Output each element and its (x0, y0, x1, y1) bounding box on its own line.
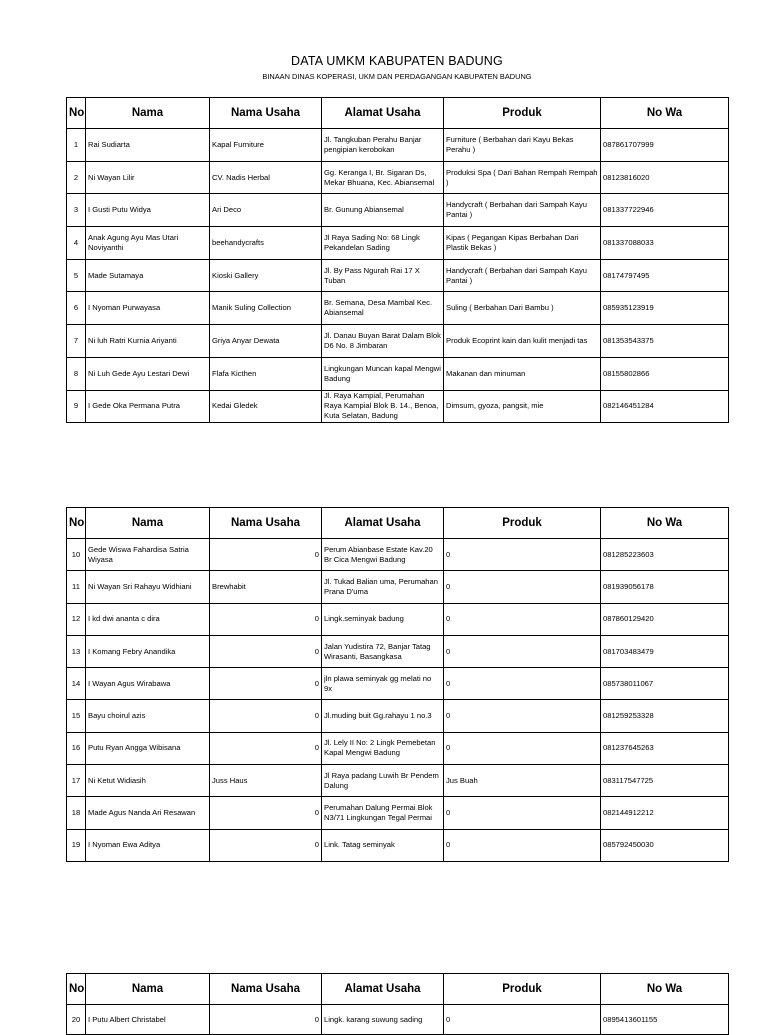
cell-nama-usaha: Kioski Gallery (210, 259, 322, 292)
cell-produk: 0 (444, 732, 601, 764)
cell-nama: Made Sutamaya (86, 259, 210, 292)
table-header-row (67, 98, 729, 129)
cell-nama-usaha-value: 0 (314, 743, 319, 753)
cell-nama-usaha: beehandycrafts (210, 227, 322, 260)
cell-nama-usaha-value: 0 (314, 808, 319, 818)
header-produk: Produk (444, 974, 601, 1005)
cell-alamat-usaha: Gg. Keranga I, Br. Sigaran Ds, Mekar Bhuana, Kec. Abiansemal (322, 161, 444, 194)
header-no: No (67, 974, 86, 1005)
cell-produk: Handycraft ( Berbahan dari Sampah Kayu Pantai ) (444, 259, 601, 292)
cell-nama: I Komang Febry Anandika (86, 635, 210, 667)
header-produk: Produk (444, 508, 601, 539)
cell-no: 13 (67, 635, 86, 667)
cell-alamat-usaha: Jl Raya Sading No: 68 Lingk Pekandelan Sading (322, 227, 444, 260)
cell-produk: 0 (444, 571, 601, 603)
header-nama-usaha: Nama Usaha (210, 974, 322, 1005)
cell-nama: Ni Luh Gede Ayu Lestari Dewi (86, 357, 210, 390)
cell-nama: Bayu choirul azis (86, 700, 210, 732)
table-row (67, 797, 729, 829)
cell-nama-usaha (210, 668, 322, 700)
cell-alamat-usaha: Perumahan Dalung Permai Blok N3/71 Lingkungan Tegal Permai (322, 797, 444, 829)
cell-produk: 0 (444, 700, 601, 732)
document-title: DATA UMKM KABUPATEN BADUNG (291, 54, 503, 68)
cell-nama-usaha-value: 0 (314, 678, 319, 688)
cell-no: 5 (67, 259, 86, 292)
cell-no-wa: 081353543375 (601, 325, 729, 358)
table-row (67, 732, 729, 764)
cell-produk: Suling ( Berbahan Dari Bambu ) (444, 292, 601, 325)
cell-alamat-usaha: jln plawa seminyak gg melati no 9x (322, 668, 444, 700)
header-no-wa: No Wa (601, 974, 729, 1005)
cell-alamat-usaha: Lingkungan Muncan kapal Mengwi Badung (322, 357, 444, 390)
cell-nama: Ni Wayan Sri Rahayu Widhiani (86, 571, 210, 603)
cell-nama-usaha: Kedai Gledek (210, 390, 322, 423)
table-row (67, 829, 729, 861)
cell-nama-usaha (210, 829, 322, 861)
cell-nama: I Nyoman Purwayasa (86, 292, 210, 325)
table-row (67, 390, 729, 423)
cell-nama-usaha: CV. Nadis Herbal (210, 161, 322, 194)
cell-nama: I Putu Albert Christabel (86, 1005, 210, 1035)
cell-nama-usaha-value: 0 (314, 646, 319, 656)
cell-nama-usaha: Brewhabit (210, 571, 322, 603)
table-row (67, 357, 729, 390)
header-nama-usaha: Nama Usaha (210, 98, 322, 129)
cell-nama: Rai Sudiarta (86, 129, 210, 162)
cell-nama: I Gede Oka Permana Putra (86, 390, 210, 423)
cell-nama-usaha (210, 635, 322, 667)
header-alamat-usaha: Alamat Usaha (322, 98, 444, 129)
table-row (67, 129, 729, 162)
cell-nama-usaha: Griya Anyar Dewata (210, 325, 322, 358)
cell-produk: Handycraft ( Berbahan dari Sampah Kayu Pantai ) (444, 194, 601, 227)
cell-no-wa: 087861707999 (601, 129, 729, 162)
cell-nama: I Gusti Putu Widya (86, 194, 210, 227)
cell-nama: Ni Ketut Widiasih (86, 765, 210, 797)
cell-nama-usaha-value: 0 (314, 614, 319, 624)
cell-produk: 0 (444, 797, 601, 829)
cell-no-wa: 087860129420 (601, 603, 729, 635)
cell-no-wa: 085792450030 (601, 829, 729, 861)
table-row (67, 1005, 729, 1035)
cell-produk: 0 (444, 829, 601, 861)
table-row (67, 227, 729, 260)
header-alamat-usaha: Alamat Usaha (322, 974, 444, 1005)
cell-produk: 0 (444, 603, 601, 635)
cell-nama: I Wayan Agus Wirabawa (86, 668, 210, 700)
cell-no: 10 (67, 539, 86, 571)
cell-no: 7 (67, 325, 86, 358)
table-row (67, 161, 729, 194)
header-no-wa: No Wa (601, 508, 729, 539)
cell-no: 12 (67, 603, 86, 635)
cell-nama: Ni Wayan Lilir (86, 161, 210, 194)
cell-alamat-usaha: Br. Semana, Desa Mambal Kec. Abiansemal (322, 292, 444, 325)
cell-produk: Produk Ecoprint kain dan kulit menjadi tas (444, 325, 601, 358)
table-row (67, 700, 729, 732)
table-row (67, 259, 729, 292)
cell-no: 19 (67, 829, 86, 861)
cell-produk: 0 (444, 635, 601, 667)
cell-no: 9 (67, 390, 86, 423)
cell-no-wa: 08174797495 (601, 259, 729, 292)
cell-no: 17 (67, 765, 86, 797)
cell-nama-usaha-value: 0 (314, 840, 319, 850)
cell-no: 14 (67, 668, 86, 700)
umkm-table-3 (66, 973, 729, 1035)
table-row (67, 571, 729, 603)
cell-no-wa: 082144912212 (601, 797, 729, 829)
cell-nama: I Nyoman Ewa Aditya (86, 829, 210, 861)
cell-nama: Gede Wiswa Fahardisa Satria Wiyasa (86, 539, 210, 571)
cell-nama-usaha-value: 0 (314, 711, 319, 721)
cell-alamat-usaha: Jl.muding buit Gg.rahayu 1 no.3 (322, 700, 444, 732)
cell-no: 1 (67, 129, 86, 162)
table-row (67, 668, 729, 700)
cell-no-wa: 083117547725 (601, 765, 729, 797)
cell-alamat-usaha: Jl. Lely II No: 2 Lingk Pemebetan Kapal Mengwi Badung (322, 732, 444, 764)
cell-nama: Putu Ryan Angga Wibisana (86, 732, 210, 764)
cell-nama-usaha: Kapal Furniture (210, 129, 322, 162)
document-subtitle: BINAAN DINAS KOPERASI, UKM DAN PERDAGANGAN KABUPATEN BADUNG (262, 72, 532, 81)
cell-alamat-usaha: Jl. By Pass Ngurah Rai 17 X Tuban (322, 259, 444, 292)
cell-nama-usaha-value: 0 (314, 549, 319, 559)
cell-no-wa: 081703483479 (601, 635, 729, 667)
header-nama-usaha: Nama Usaha (210, 508, 322, 539)
cell-no-wa: 085738011067 (601, 668, 729, 700)
header-no: No (67, 508, 86, 539)
cell-nama-usaha: Manik Suling Collection (210, 292, 322, 325)
cell-no-wa: 082146451284 (601, 390, 729, 423)
header-no-wa: No Wa (601, 98, 729, 129)
table-row (67, 635, 729, 667)
cell-nama-usaha: Ari Deco (210, 194, 322, 227)
cell-produk: Kipas ( Pegangan Kipas Berbahan Dari Plastik Bekas ) (444, 227, 601, 260)
cell-nama-usaha (210, 1005, 322, 1035)
cell-nama-usaha-value: 0 (314, 1014, 319, 1024)
cell-nama: I kd dwi ananta c dira (86, 603, 210, 635)
cell-nama-usaha (210, 539, 322, 571)
cell-no: 11 (67, 571, 86, 603)
header-nama: Nama (86, 98, 210, 129)
cell-nama-usaha: Flafa Kicthen (210, 357, 322, 390)
cell-alamat-usaha: Jl. Tukad Balian uma, Perumahan Prana D'uma (322, 571, 444, 603)
table-header-row (67, 508, 729, 539)
cell-alamat-usaha: Jl Raya padang Luwih Br Pendem Dalung (322, 765, 444, 797)
cell-alamat-usaha: Jl. Tangkuban Perahu Banjar pengipian kerobokan (322, 129, 444, 162)
cell-no: 4 (67, 227, 86, 260)
cell-no-wa: 08155802866 (601, 357, 729, 390)
header-alamat-usaha: Alamat Usaha (322, 508, 444, 539)
cell-nama: Anak Agung Ayu Mas Utari Noviyanthi (86, 227, 210, 260)
cell-no: 20 (67, 1005, 86, 1035)
cell-nama-usaha (210, 603, 322, 635)
cell-no-wa: 08123816020 (601, 161, 729, 194)
cell-produk: Produksi Spa ( Dari Bahan Rempah Rempah ) (444, 161, 601, 194)
cell-nama-usaha (210, 797, 322, 829)
cell-no: 2 (67, 161, 86, 194)
cell-alamat-usaha: Link. Tatag seminyak (322, 829, 444, 861)
cell-no-wa: 081259253328 (601, 700, 729, 732)
cell-nama-usaha: Juss Haus (210, 765, 322, 797)
cell-alamat-usaha: Lingk. karang suwung sading (322, 1005, 444, 1035)
cell-no-wa: 081285223603 (601, 539, 729, 571)
cell-no: 16 (67, 732, 86, 764)
umkm-table-1 (66, 97, 729, 423)
table-header-row (67, 974, 729, 1005)
cell-alamat-usaha: Lingk.seminyak badung (322, 603, 444, 635)
cell-alamat-usaha: Jalan Yudistira 72, Banjar Tatag Wirasanti, Basangkasa (322, 635, 444, 667)
cell-nama-usaha (210, 732, 322, 764)
cell-produk: 0 (444, 1005, 601, 1035)
cell-produk: Jus Buah (444, 765, 601, 797)
cell-no: 6 (67, 292, 86, 325)
cell-produk: Makanan dan minuman (444, 357, 601, 390)
cell-alamat-usaha: Br. Gunung Abiansemal (322, 194, 444, 227)
cell-alamat-usaha: Perum Abianbase Estate Kav.20 Br Cica Mengwi Badung (322, 539, 444, 571)
table-row (67, 292, 729, 325)
umkm-table-2 (66, 507, 729, 862)
table-row (67, 603, 729, 635)
cell-no-wa: 081939056178 (601, 571, 729, 603)
cell-no: 18 (67, 797, 86, 829)
cell-produk: 0 (444, 668, 601, 700)
cell-nama: Made Agus Nanda Ari Resawan (86, 797, 210, 829)
cell-no-wa: 081337088033 (601, 227, 729, 260)
cell-no-wa: 081237645263 (601, 732, 729, 764)
cell-produk: Furniture ( Berbahan dari Kayu Bekas Perahu ) (444, 129, 601, 162)
cell-no: 3 (67, 194, 86, 227)
header-produk: Produk (444, 98, 601, 129)
cell-produk: 0 (444, 539, 601, 571)
cell-nama: Ni luh Ratri Kurnia Ariyanti (86, 325, 210, 358)
cell-no-wa: 0895413601155 (601, 1005, 729, 1035)
cell-alamat-usaha: Jl. Danau Buyan Barat Dalam Blok D6 No. 8 Jimbaran (322, 325, 444, 358)
table-row (67, 194, 729, 227)
cell-no-wa: 081337722946 (601, 194, 729, 227)
header-nama: Nama (86, 508, 210, 539)
header-no: No (67, 98, 86, 129)
table-row (67, 765, 729, 797)
cell-no: 15 (67, 700, 86, 732)
cell-alamat-usaha: Jl. Raya Kampial, Perumahan Raya Kampial Blok B. 14., Benoa, Kuta Selatan, Badung (322, 390, 444, 423)
cell-nama-usaha (210, 700, 322, 732)
cell-no-wa: 085935123919 (601, 292, 729, 325)
cell-no: 8 (67, 357, 86, 390)
cell-produk: Dimsum, gyoza, pangsit, mie (444, 390, 601, 423)
header-nama: Nama (86, 974, 210, 1005)
table-row (67, 325, 729, 358)
table-row (67, 539, 729, 571)
